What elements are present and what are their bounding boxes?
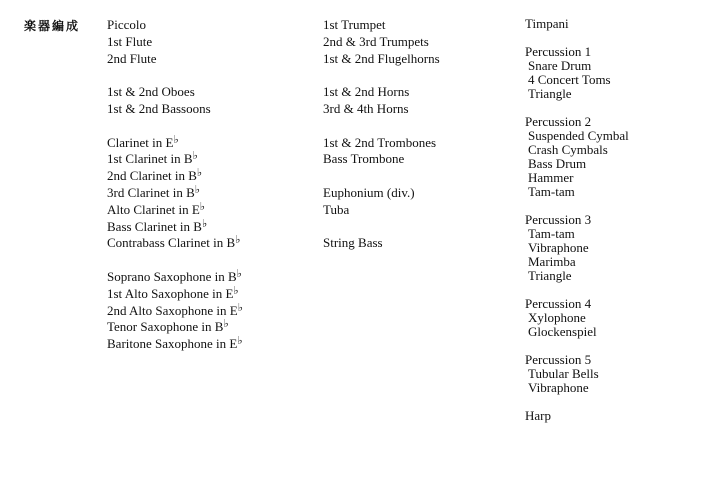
instrument-name: Baritone Saxophone in E: [107, 336, 238, 352]
instrument-item: [107, 34, 243, 51]
group-spacer: [323, 118, 440, 135]
flat-symbol: ♭: [192, 149, 198, 163]
instrument-item: [525, 311, 629, 325]
instrument-name: Hammer: [528, 170, 574, 185]
instrument-name: 1st & 2nd Oboes: [107, 84, 195, 100]
instrument-name: 1st Clarinet in B: [107, 151, 193, 167]
instrument-name: Euphonium (div.): [323, 184, 415, 200]
instrument-name: 3rd & 4th Horns: [323, 100, 409, 116]
instrument-name: 3rd Clarinet in B: [107, 184, 195, 200]
instrument-item: [323, 151, 440, 168]
instrument-item: [107, 216, 243, 236]
instrument-item: [323, 235, 440, 252]
instrument-item: [525, 255, 629, 269]
instrument-name: Soprano Saxophone in B: [107, 268, 237, 284]
instrument-item: [323, 185, 440, 202]
instrument-name: Alto Clarinet in E: [107, 201, 200, 217]
instrument-item: [107, 336, 243, 353]
group-spacer: [525, 199, 629, 213]
instrument-name: Clarinet in E: [107, 134, 174, 150]
flat-symbol: ♭: [199, 199, 205, 213]
instrument-item: [107, 151, 243, 168]
instrument-name: Tam-tam: [528, 226, 575, 241]
instrument-item: [525, 325, 629, 339]
instrument-name: Bass Drum: [528, 156, 587, 171]
instrument-name: Suspended Cymbal: [528, 128, 629, 143]
instrument-item: [525, 45, 629, 59]
brass-column: [323, 17, 440, 252]
instrument-name: 1st Flute: [107, 33, 153, 49]
instrument-item: [107, 101, 243, 118]
instrument-name: Tenor Saxophone in B: [107, 319, 224, 335]
instrument-item: [107, 182, 243, 202]
instrument-item: [107, 266, 243, 286]
flat-symbol: ♭: [233, 283, 239, 297]
flat-symbol: ♭: [201, 216, 208, 230]
instrument-name: Percussion 1: [525, 44, 592, 59]
flat-symbol: ♭: [235, 233, 241, 247]
instrument-item: [525, 17, 629, 31]
instrument-item: [323, 51, 440, 68]
group-spacer: [107, 67, 243, 84]
group-spacer: [107, 252, 243, 269]
instrument-name: Glockenspiel: [528, 324, 597, 339]
instrument-name: Tam-tam: [528, 184, 575, 199]
instrument-item: [107, 168, 243, 185]
instrument-item: [323, 17, 440, 34]
instrument-name: 2nd Clarinet in B: [107, 168, 197, 184]
instrument-name: 1st Trumpet: [323, 17, 386, 32]
group-spacer: [323, 168, 440, 185]
instrument-name: Vibraphone: [528, 240, 589, 255]
woodwinds-column: [107, 17, 243, 353]
instrument-item: [525, 87, 629, 101]
instrument-name: Xylophone: [528, 310, 586, 325]
instrument-name: Vibraphone: [528, 380, 589, 395]
group-spacer: [525, 283, 629, 297]
instrument-name: Timpani: [525, 16, 569, 31]
instrument-item: [525, 213, 629, 227]
instrument-name: Crash Cymbals: [528, 142, 608, 157]
instrument-name: 1st & 2nd Flugelhorns: [323, 50, 440, 66]
instrument-name: Percussion 5: [525, 352, 592, 367]
instrument-item: [107, 199, 243, 219]
instrumentation-heading: 楽器編成: [24, 19, 81, 33]
group-spacer: [525, 339, 629, 353]
instrument-item: [525, 241, 629, 255]
instrument-item: [323, 101, 440, 118]
instrument-name: Percussion 4: [525, 296, 592, 311]
instrument-item: [525, 409, 629, 423]
instrument-item: [107, 51, 243, 68]
instrument-name: Bass Trombone: [323, 151, 405, 167]
instrument-item: [525, 227, 629, 241]
flat-symbol: ♭: [223, 317, 229, 331]
instrument-item: [525, 353, 629, 367]
flat-symbol: ♭: [194, 182, 200, 196]
instrument-name: Percussion 2: [525, 114, 592, 129]
instrument-item: [323, 34, 440, 51]
instrument-name: Contrabass Clarinet in B: [107, 235, 236, 251]
instrument-name: Triangle: [528, 268, 572, 283]
instrument-name: Triangle: [528, 86, 572, 101]
instrument-item: [525, 367, 629, 381]
instrument-item: [525, 143, 629, 157]
instrument-item: [525, 59, 629, 73]
flat-symbol: ♭: [237, 334, 243, 348]
instrument-item: [525, 185, 629, 199]
group-spacer: [525, 31, 629, 45]
instrument-name: 1st & 2nd Horns: [323, 84, 410, 100]
instrument-name: Bass Clarinet in B: [107, 218, 202, 234]
instrument-item: [107, 132, 243, 152]
instrument-name: Tuba: [323, 201, 350, 217]
instrument-name: Piccolo: [107, 17, 146, 32]
instrument-name: Snare Drum: [528, 58, 592, 73]
instrument-item: [525, 115, 629, 129]
instrument-item: [525, 129, 629, 143]
instrument-name: Tubular Bells: [528, 366, 599, 381]
flat-symbol: ♭: [236, 266, 242, 280]
instrument-item: [107, 319, 243, 336]
instrument-name: String Bass: [323, 235, 383, 251]
instrument-name: 2nd Alto Saxophone in E: [107, 302, 238, 318]
instrument-name: Marimba: [528, 254, 576, 269]
instrument-item: [107, 283, 243, 303]
instrument-item: [525, 157, 629, 171]
instrument-name: Percussion 3: [525, 212, 592, 227]
instrument-item: [107, 84, 243, 101]
instrument-item: [107, 17, 243, 34]
instrument-name: 2nd Flute: [107, 50, 157, 66]
instrument-name: 1st Alto Saxophone in E: [107, 285, 234, 301]
instrument-name: 1st & 2nd Trombones: [323, 134, 437, 150]
instrument-name: 2nd & 3rd Trumpets: [323, 33, 429, 49]
instrument-item: [323, 84, 440, 101]
instrument-item: [323, 135, 440, 152]
instrument-item: [525, 297, 629, 311]
instrument-name: 4 Concert Toms: [528, 72, 611, 87]
flat-symbol: ♭: [196, 166, 203, 180]
group-spacer: [323, 219, 440, 236]
group-spacer: [323, 67, 440, 84]
instrument-item: [525, 269, 629, 283]
instrument-name: Harp: [525, 408, 551, 423]
instrument-name: 1st & 2nd Bassoons: [107, 100, 211, 116]
instrument-item: [323, 202, 440, 219]
group-spacer: [525, 395, 629, 409]
flat-symbol: ♭: [173, 132, 179, 146]
percussion-column: [525, 17, 629, 423]
instrument-item: [525, 171, 629, 185]
group-spacer: [525, 101, 629, 115]
instrument-item: [107, 235, 243, 252]
instrument-item: [525, 381, 629, 395]
flat-symbol: ♭: [237, 300, 243, 314]
instrument-item: [525, 73, 629, 87]
